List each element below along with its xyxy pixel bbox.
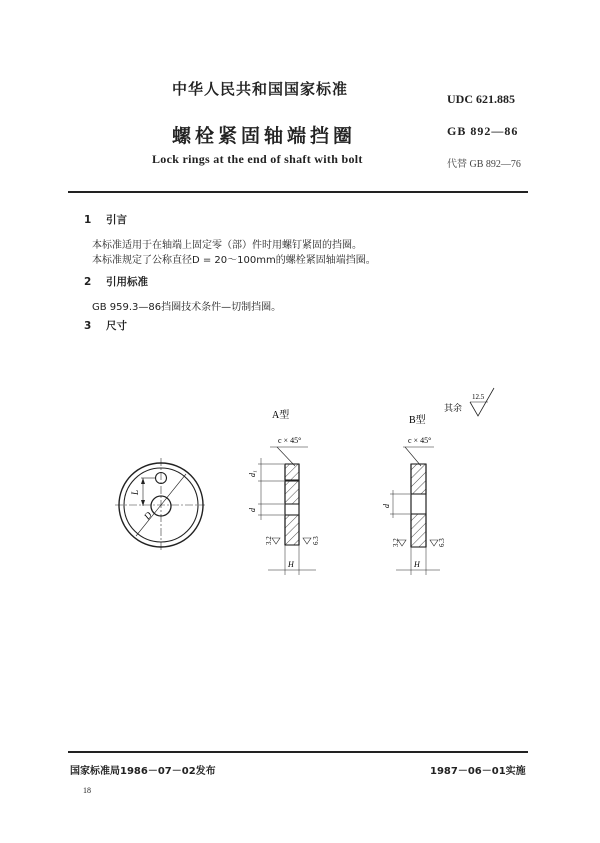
document-title-cn: 螺栓紧固轴端挡圈 [172, 125, 357, 147]
paragraph: 本标准规定了公称直径D = 20～100mm的螺栓紧固轴端挡圈。 [92, 255, 376, 266]
ring-front-view [115, 458, 205, 552]
roughness-right-b: 6.3 [438, 538, 446, 547]
dim-L-label: L [130, 489, 140, 495]
dim-d-label-a: d [248, 508, 257, 512]
dim-H-label-b: H [414, 560, 420, 569]
section-number: 2 [84, 276, 92, 288]
dim-d1-label: d₁ [248, 470, 257, 477]
issue-date: 国家标准局1986－07－02发布 [70, 766, 216, 777]
type-a-section-view [248, 408, 320, 575]
effective-date: 1987－06－01实施 [430, 766, 526, 777]
roughness-left-a: 3.2 [265, 536, 273, 545]
dim-H-label-a: H [288, 560, 294, 569]
footer-divider [68, 751, 528, 753]
section-title: 尺寸 [106, 320, 127, 332]
technical-drawing [0, 380, 600, 590]
chamfer-label-a: c × 45° [278, 436, 302, 445]
section-heading-2 [84, 274, 148, 289]
chamfer-label-b: c × 45° [408, 436, 432, 445]
replaces-standard: 代替 GB 892—76 [447, 159, 521, 170]
paragraph: 本标准适用于在轴端上固定零（部）件时用螺钉紧固的挡圈。 [92, 240, 362, 251]
document-title-en: Lock rings at the end of shaft with bolt [152, 152, 363, 166]
type-b-label: B型 [409, 415, 426, 426]
section-heading-3 [84, 318, 127, 333]
standard-code: GB 892—86 [447, 124, 519, 138]
roughness-rest-label: 其余 [444, 403, 463, 413]
roughness-rest [444, 388, 494, 416]
standard-body-title: 中华人民共和国国家标准 [172, 80, 349, 98]
section-number: 1 [84, 214, 92, 226]
roughness-rest-value: 12.5 [472, 393, 485, 401]
header-divider [68, 191, 528, 193]
roughness-right-a: 6.3 [312, 536, 320, 545]
page-number: 18 [83, 786, 91, 795]
type-b-section-view [382, 413, 446, 575]
section-title: 引言 [106, 214, 127, 226]
section-heading-1 [84, 212, 127, 227]
section-number: 3 [84, 320, 92, 332]
udc-code: UDC 621.885 [447, 92, 515, 106]
type-a-label: A型 [272, 410, 290, 421]
paragraph: GB 959.3—86挡圈技术条件—切制挡圈。 [92, 302, 282, 313]
dim-D-label: D [141, 509, 154, 522]
section-title: 引用标准 [106, 276, 148, 288]
roughness-left-b: 3.2 [392, 538, 400, 547]
dim-d-label-b: d [382, 504, 391, 508]
